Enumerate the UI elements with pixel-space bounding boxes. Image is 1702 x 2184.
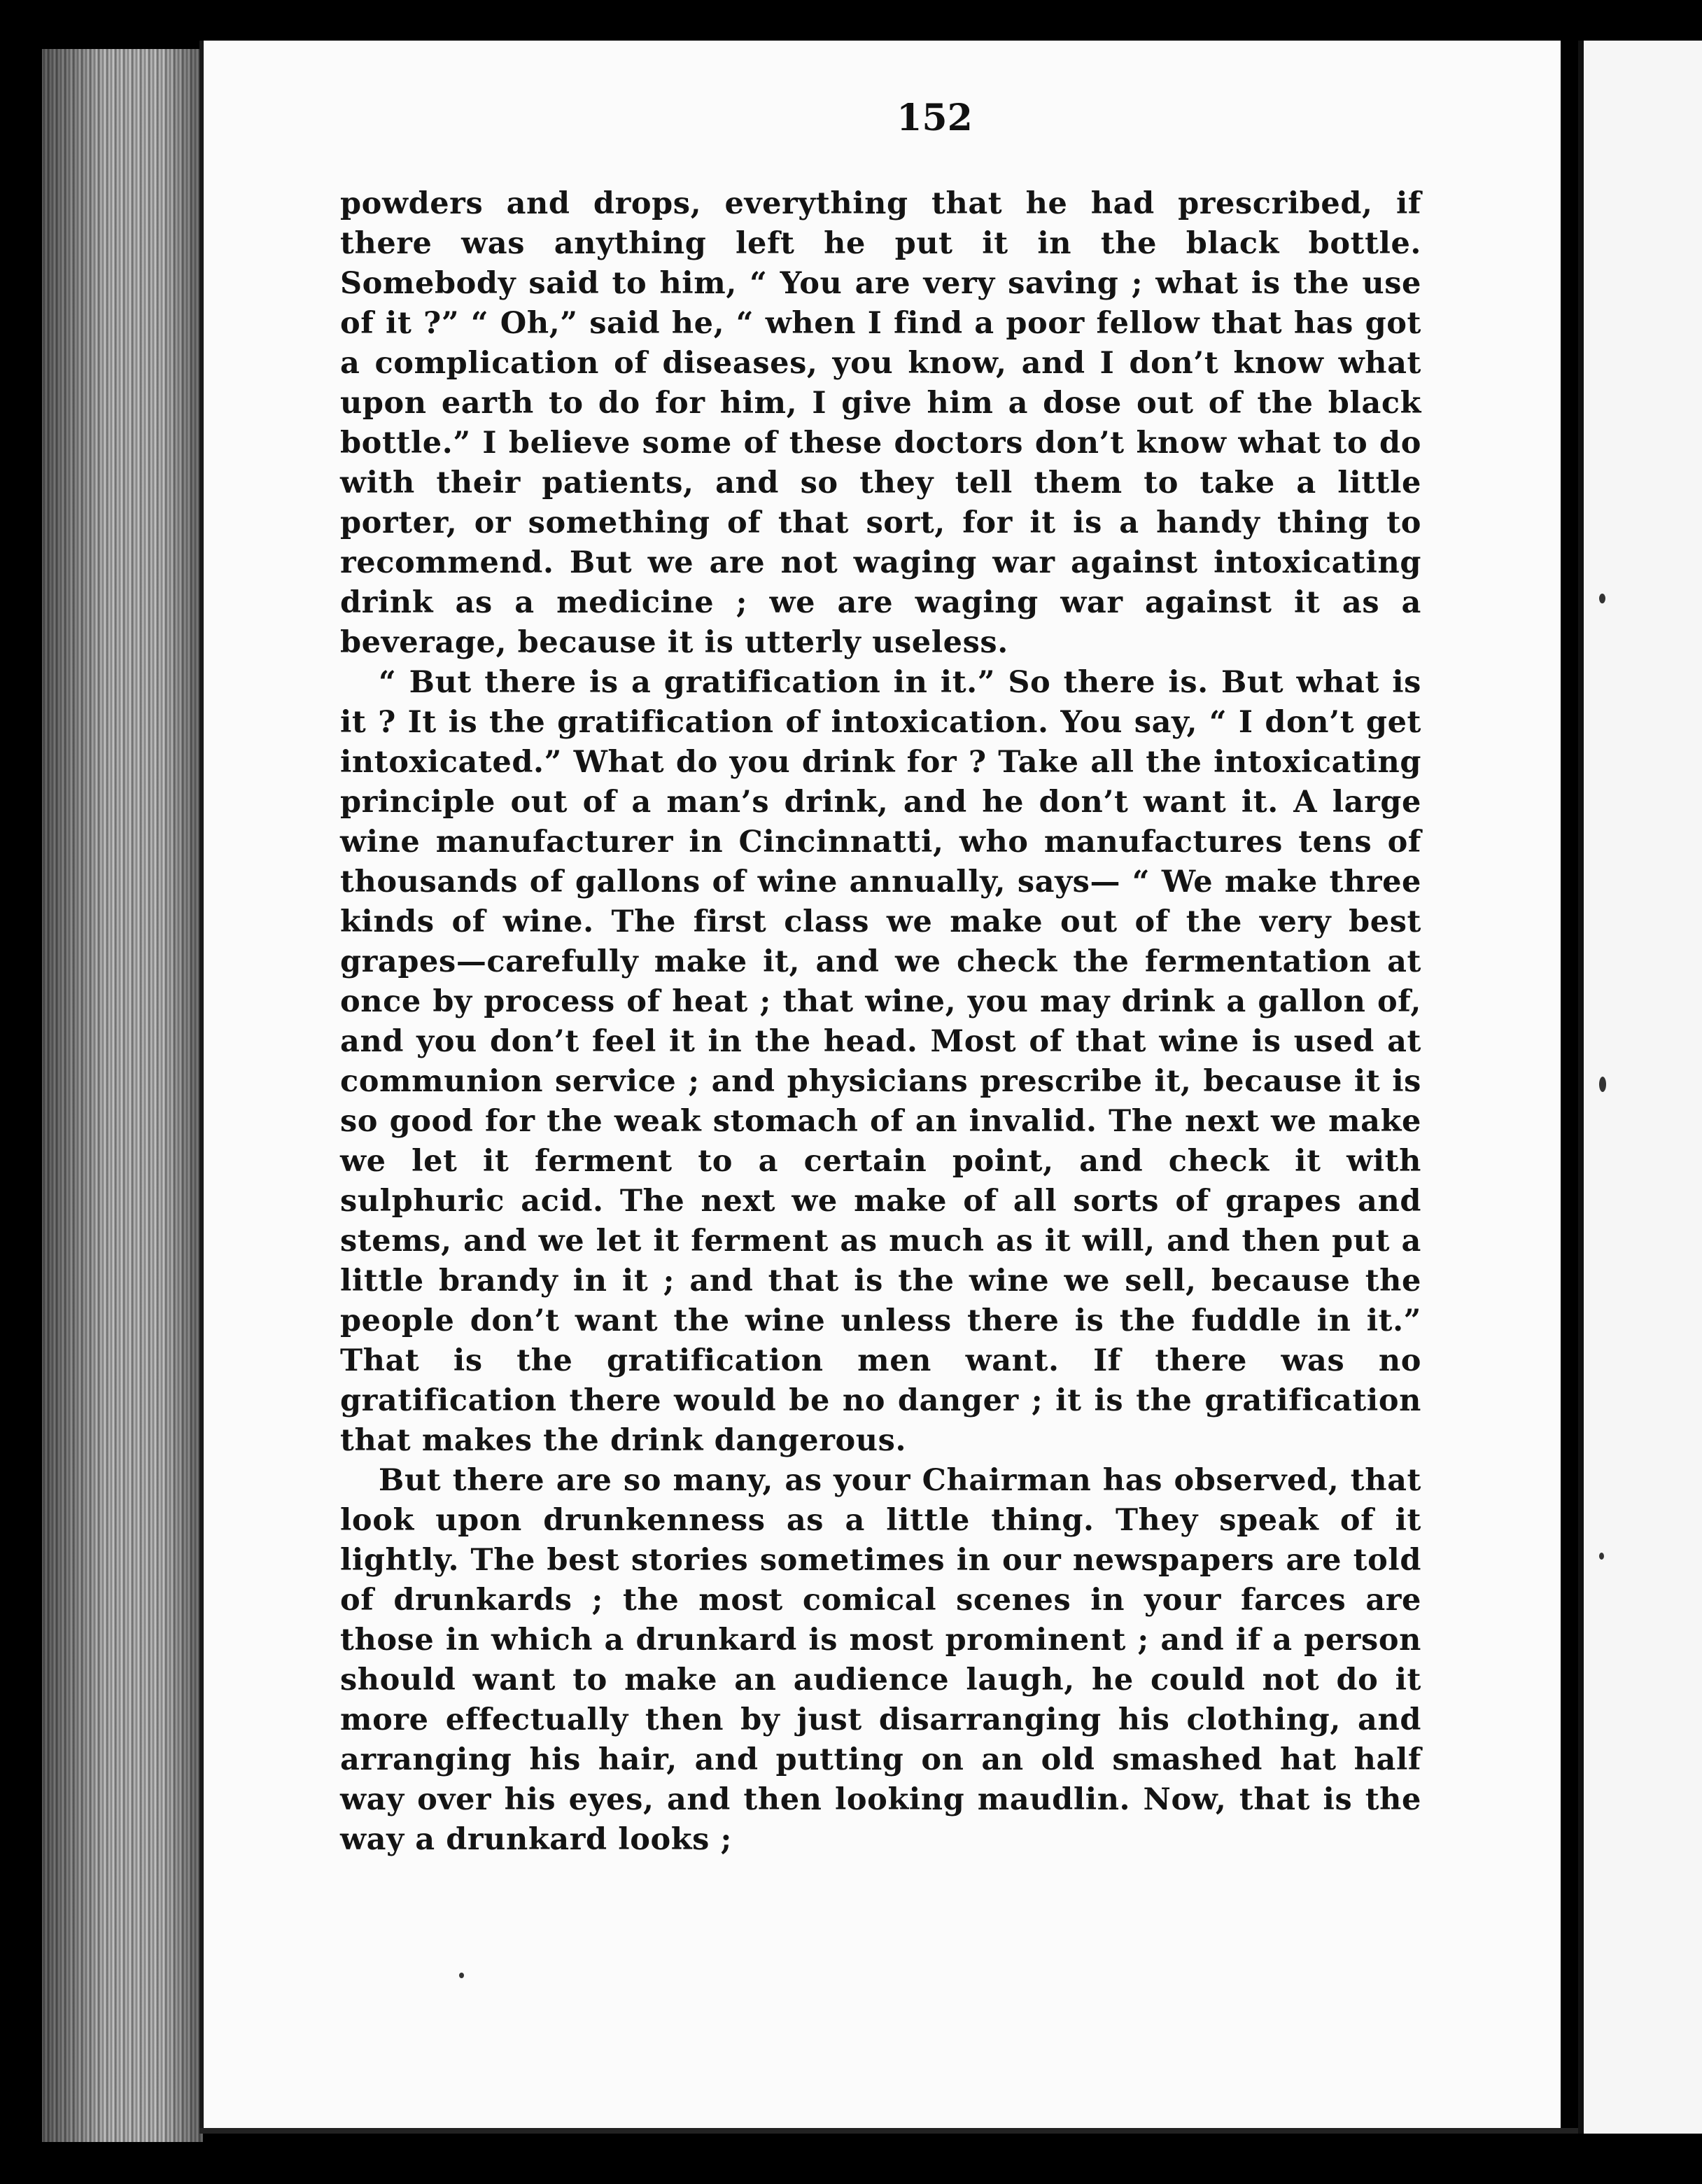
- page-body-text: [340, 184, 1421, 1860]
- paragraph-gratification: “ But there is a gratification in it.” So there is. But what is it ? It is the gratification of intoxication. You say, “ I don’t get intoxicated.” What do you drink for ? Take all the intoxicating principle out of a man’s drink, and he don’t want it. A large wine manufacturer in Cincinnatti, who manufactures tens of thousands of gallons of wine annually, says— “ We make three kinds of wine. The first class we make out of the very best grapes—carefully make it, and we check the fermentation at once by process of heat ; that wine, you may drink a gallon of, and you don’t feel it in the head. Most of that wine is used at communion service ; and physicians prescribe it, because it is so good for the weak stomach of an invalid. The next we make we let it ferment to a certain point, and check it with sulphuric acid. The next we make of all sorts of grapes and stems, and we let it ferment as much as it will, and then put a little brandy in it ; and that is the wine we sell, because the people don’t want the wine unless there is the fuddle in it.” That is the gratification men want. If there was no gratification there would be no danger ; it is the gratification that makes the drink dangerous.: [340, 665, 1421, 1458]
- book-page: [199, 41, 1561, 2134]
- scan-speck: [1599, 1553, 1604, 1560]
- page-number: 152: [896, 97, 973, 139]
- paragraph-continued: powders and drops, everything that he had prescribed, if there was anything left he put it in the black bottle. Somebody said to him, “ You are very saving ; what is the use of it ?” “ Oh,” said he, “ when I find a poor fellow that has got a complication of diseases, you know, and I don’t know what upon earth to do for him, I give him a dose out of the black bottle.” I believe some of these doctors don’t know what to do with their patients, and so they tell them to take a little porter, or something of that sort, for it is a handy thing to recommend. But we are not waging war against intoxicating drink as a medicine ; we are waging war against it as a beverage, because it is utterly useless.: [340, 186, 1421, 660]
- scan-speck: [459, 1973, 464, 1978]
- facing-page-edge: [1578, 41, 1702, 2134]
- scan-speck: [1599, 594, 1605, 603]
- page-edge-shadow: [42, 49, 203, 2142]
- paragraph-drunkenness: But there are so many, as your Chairman has observed, that look upon drunkenness as a little thing. They speak of it lightly. The best stories sometimes in our newspapers are told of drunkards ; the most comical scenes in your farces are those in which a drunkard is most prominent ; and if a person should want to make an audience laugh, he could not do it more effectually then by just disarranging his clothing, and arranging his hair, and putting on an old smashed hat half way over his eyes, and then looking maudlin. Now, that is the way a drunkard looks ;: [340, 1463, 1421, 1857]
- scan-speck: [1599, 1077, 1606, 1092]
- page-bottom-edge: [199, 2128, 1578, 2134]
